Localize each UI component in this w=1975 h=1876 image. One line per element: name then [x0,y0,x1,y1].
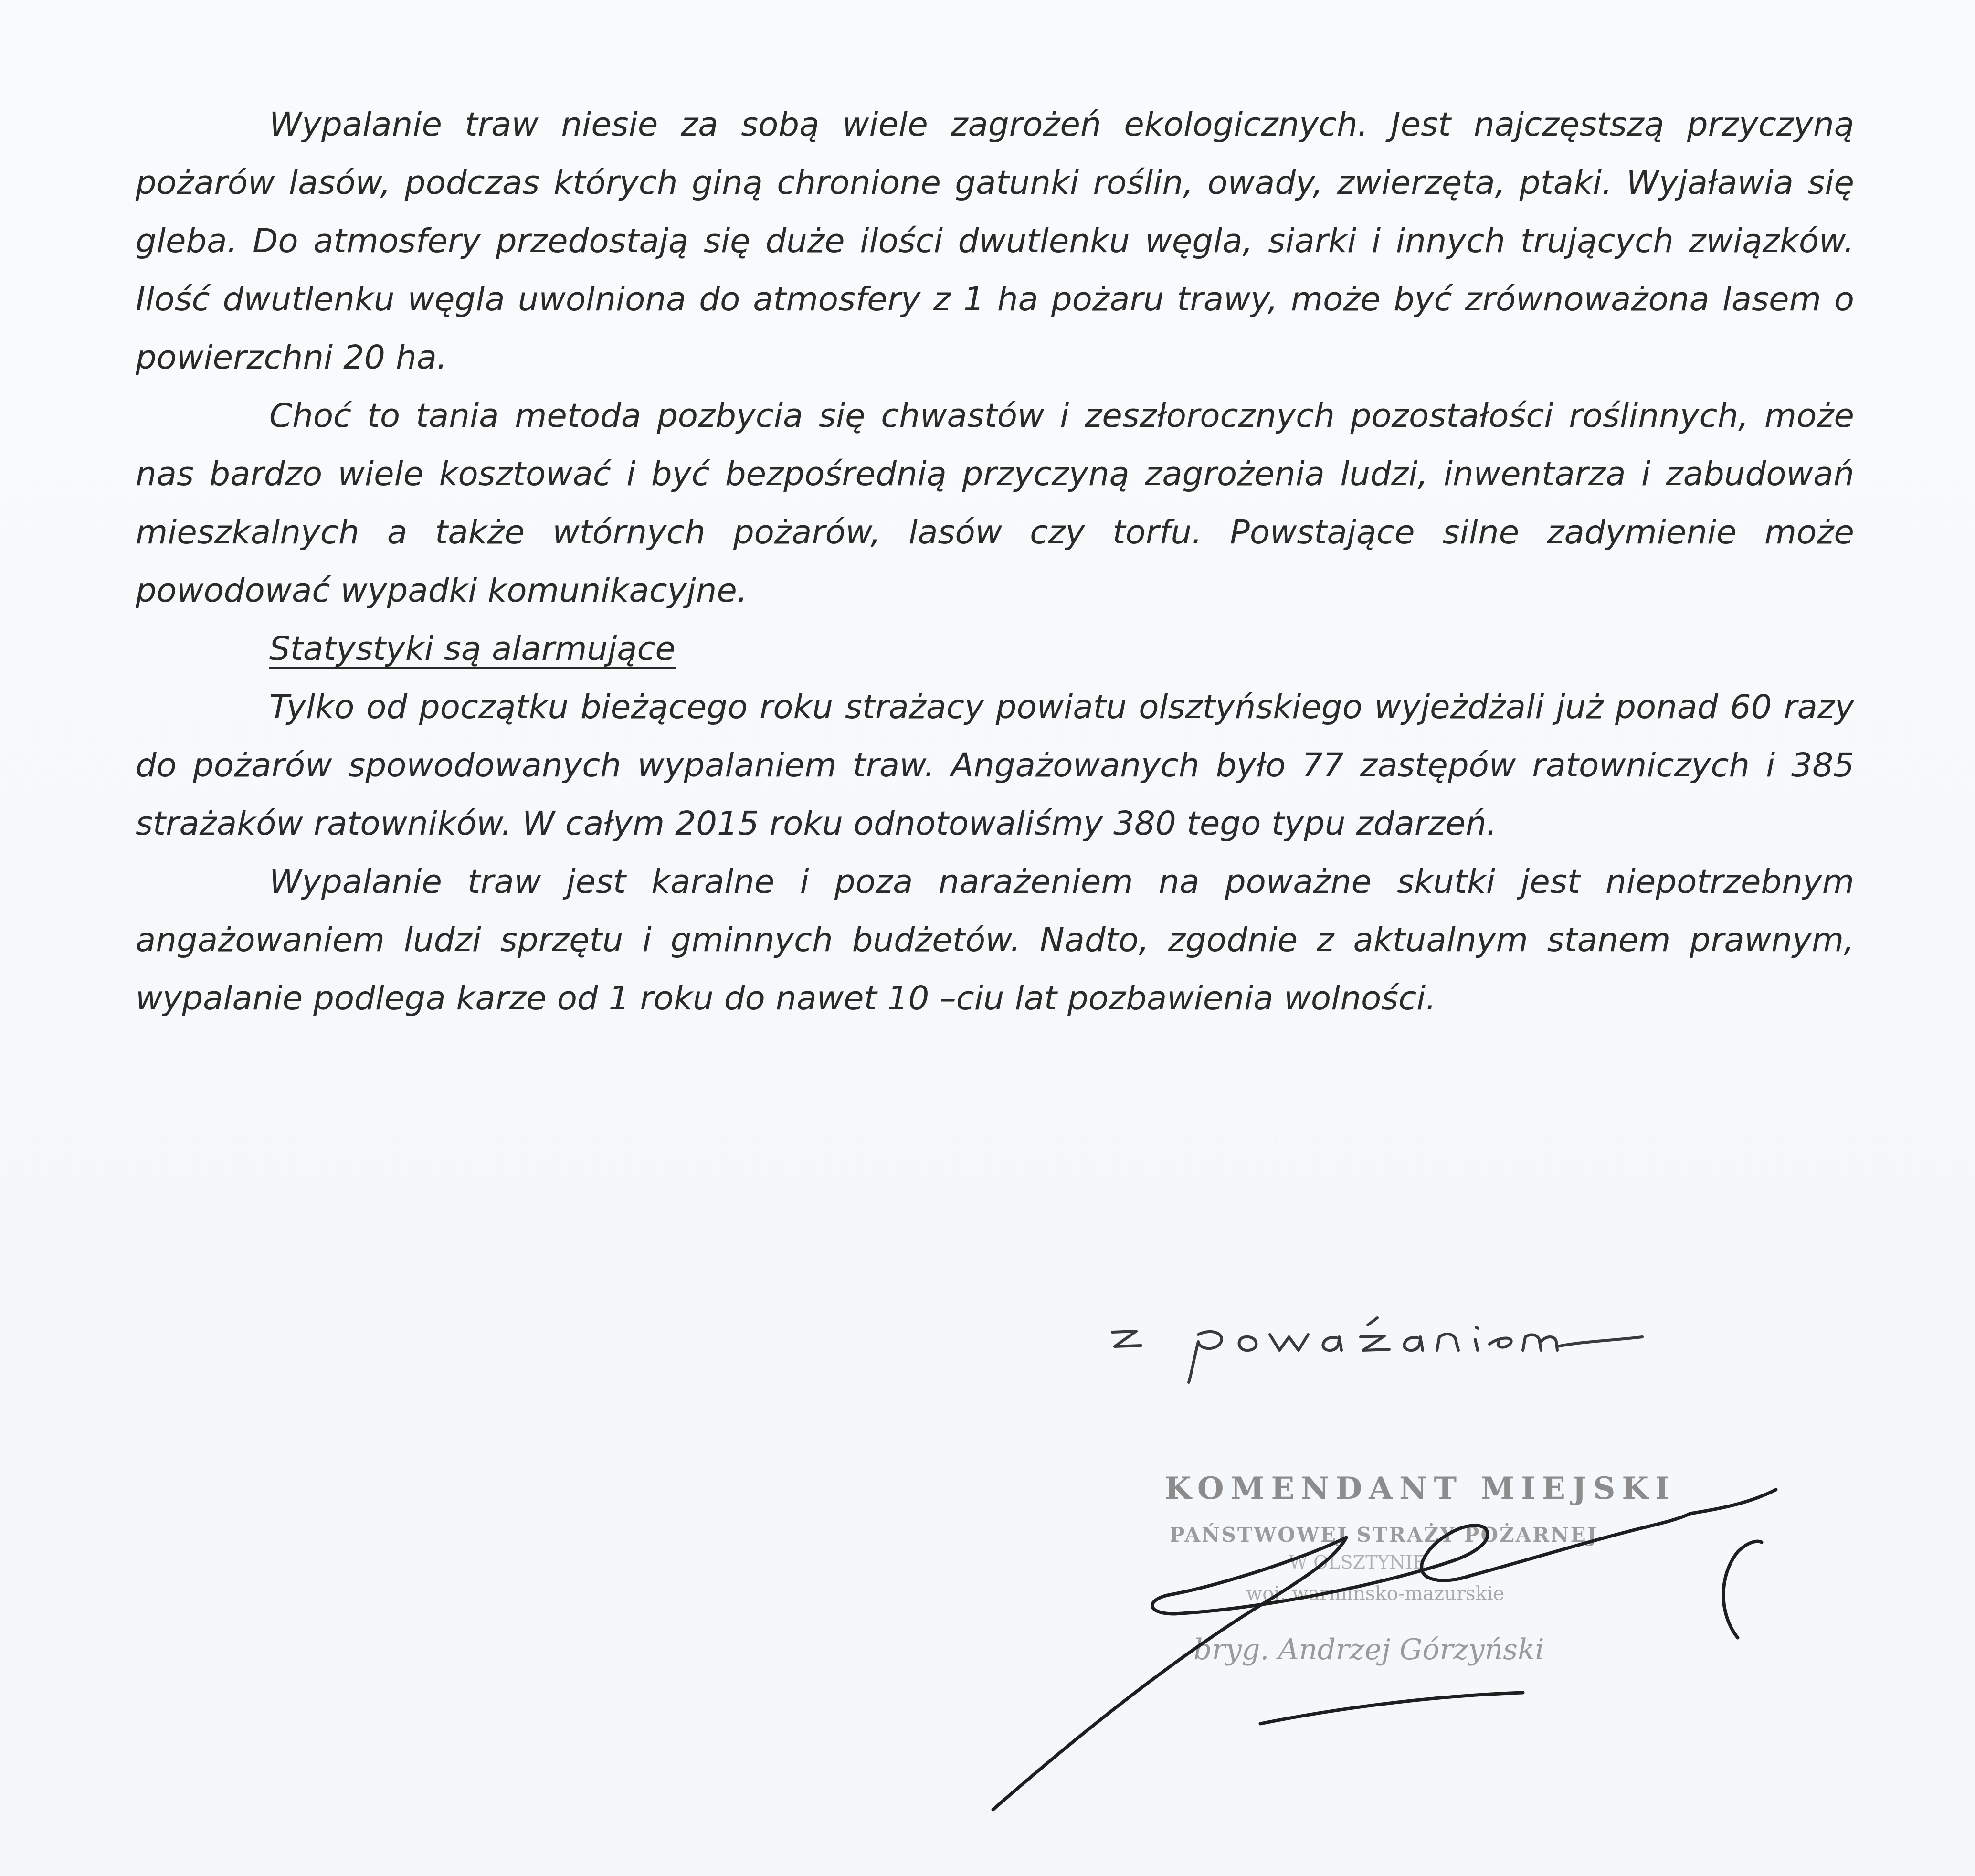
stamp-city: W OLSZTYNIE [1289,1552,1426,1573]
stamp-name: bryg. Andrzej Górzyński [1193,1633,1544,1666]
section-heading: Statystyki są alarmujące [269,630,676,668]
signature [974,1456,1795,1819]
letter-body [136,95,1854,1028]
stamp-province: woj. warmińsko-mazurskie [1246,1583,1505,1605]
paragraph-costs: Choć to tania metoda pozbycia się chwastów i zeszłorocznych pozostałości roślinnych, może nas bardzo wiele kosztować i być bezpośrednią przyczyną zagrożenia ludzi, inwentarza i zabudowań mieszkalnych a także wtórnych pożarów, lasów czy torfu. Powstające silne zadymienie może powodować wypadki komunikacyjne. [136,397,1854,610]
stamp-institution: PAŃSTWOWEJ STRAŻY POŻARNEJ [1170,1523,1598,1547]
paragraph-penalties: Wypalanie traw jest karalne i poza narażeniem na poważne skutki jest niepotrzebnym angażowaniem ludzi sprzętu i gminnych budżetów. Nadto, zgodnie z aktualnym stanem prawnym, wypalanie podlega karze od 1 roku do nawet 10 –ciu lat pozbawienia wolności. [136,863,1854,1017]
handwritten-closing [1103,1289,1652,1385]
paragraph-statistics: Tylko od początku bieżącego roku strażacy powiatu olsztyńskiego wyjeżdżali już ponad 60 razy do pożarów spowodowanych wypalaniem traw. Angażowanych było 77 zastępów ratowniczych i 385 strażaków ratowników. W całym 2015 roku odnotowaliśmy 380 tego typu zdarzeń. [136,688,1854,843]
paragraph-ecological-threats: Wypalanie traw niesie za sobą wiele zagrożeń ekologicznych. Jest najczęstszą przyczyną pożarów lasów, podczas których giną chronione gatunki roślin, owady, zwierzęta, ptaki. Wyjaławia się gleba. Do atmosfery przedostają się duże ilości dwutlenku węgla, siarki i innych trujących związków. Ilość dwutlenku węgla uwolniona do atmosfery z 1 ha pożaru trawy, może być zrównoważona lasem o powierzchni 20 ha. [136,106,1854,377]
stamp-title: KOMENDANT MIEJSKI [1165,1471,1676,1506]
